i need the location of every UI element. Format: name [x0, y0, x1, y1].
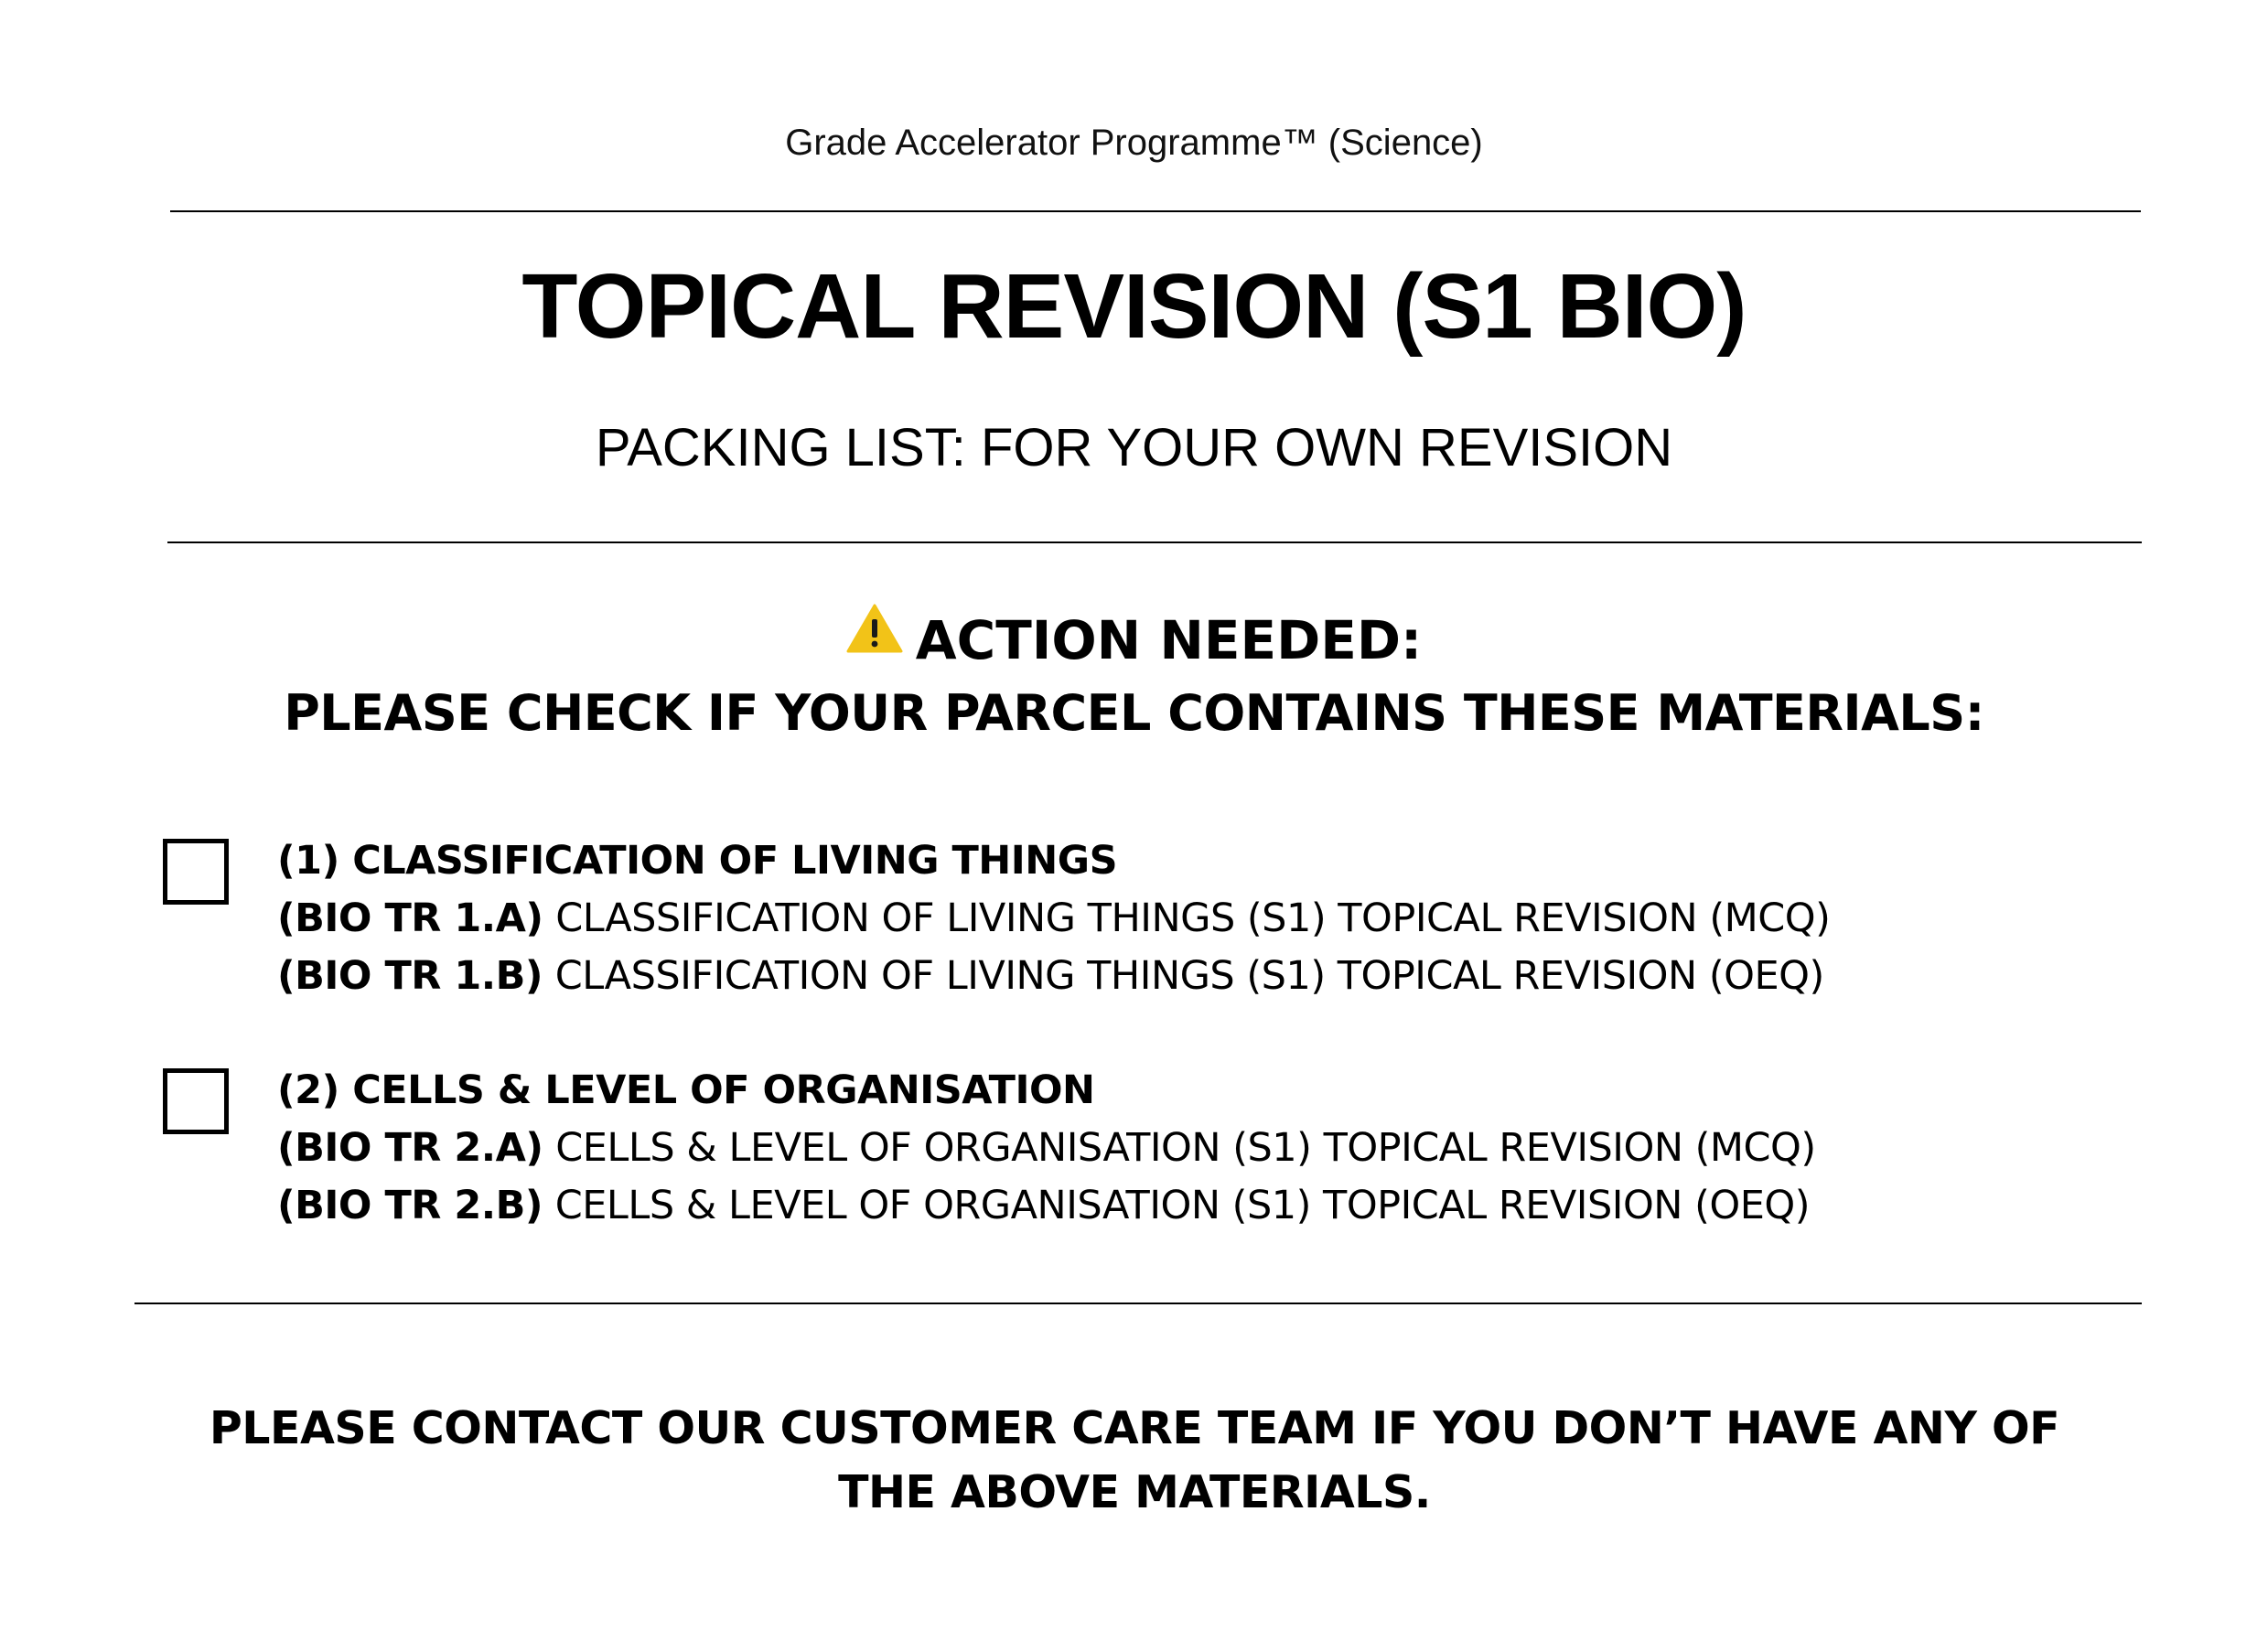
- material-code: (BIO TR 2.A): [277, 1125, 543, 1171]
- checklist-item-heading: (2) CELLS & LEVEL OF ORGANISATION: [277, 1067, 1095, 1113]
- material-description: CLASSIFICATION OF LIVING THINGS (S1) TOPICAL REVISION (OEQ): [554, 953, 1824, 999]
- material-code: (BIO TR 2.B): [277, 1183, 543, 1228]
- material-code: (BIO TR 1.A): [277, 895, 543, 941]
- checklist-item: [277, 1062, 2162, 1235]
- customer-care-note: PLEASE CONTACT OUR CUSTOMER CARE TEAM IF YOU DON’T HAVE ANY OF THE ABOVE MATERIALS.: [209, 1402, 2060, 1518]
- checklist-item-heading: (1) CLASSIFICATION OF LIVING THINGS: [277, 838, 1118, 884]
- material-line: [277, 1120, 2162, 1177]
- material-description: CLASSIFICATION OF LIVING THINGS (S1) TOPICAL REVISION (MCQ): [555, 895, 1831, 941]
- material-code: (BIO TR 1.B): [277, 953, 543, 999]
- checkbox-cells[interactable]: [163, 1068, 229, 1134]
- material-line: [277, 890, 2162, 948]
- footer-divider: [134, 1303, 2142, 1304]
- program-name: Grade Accelerator Programme™ (Science): [785, 123, 1483, 163]
- warning-icon: [846, 604, 903, 653]
- material-description: CELLS & LEVEL OF ORGANISATION (S1) TOPICAL REVISION (MCQ): [555, 1125, 1816, 1171]
- checklist-item: [277, 832, 2162, 1005]
- header-divider: [167, 541, 2142, 543]
- material-line: [277, 1177, 2162, 1235]
- page-title: TOPICAL REVISION (S1 BIO): [521, 255, 1747, 358]
- checkbox-classification[interactable]: [163, 839, 229, 905]
- material-line: [277, 948, 2162, 1005]
- top-divider: [170, 210, 2141, 212]
- page-subtitle: PACKING LIST: FOR YOUR OWN REVISION: [595, 418, 1673, 477]
- action-needed-heading: [0, 604, 2268, 673]
- material-description: CELLS & LEVEL OF ORGANISATION (S1) TOPICAL REVISION (OEQ): [554, 1183, 1811, 1228]
- check-materials-prompt: PLEASE CHECK IF YOUR PARCEL CONTAINS THESE MATERIALS:: [284, 684, 1984, 742]
- action-needed-label: ACTION NEEDED:: [915, 609, 1423, 671]
